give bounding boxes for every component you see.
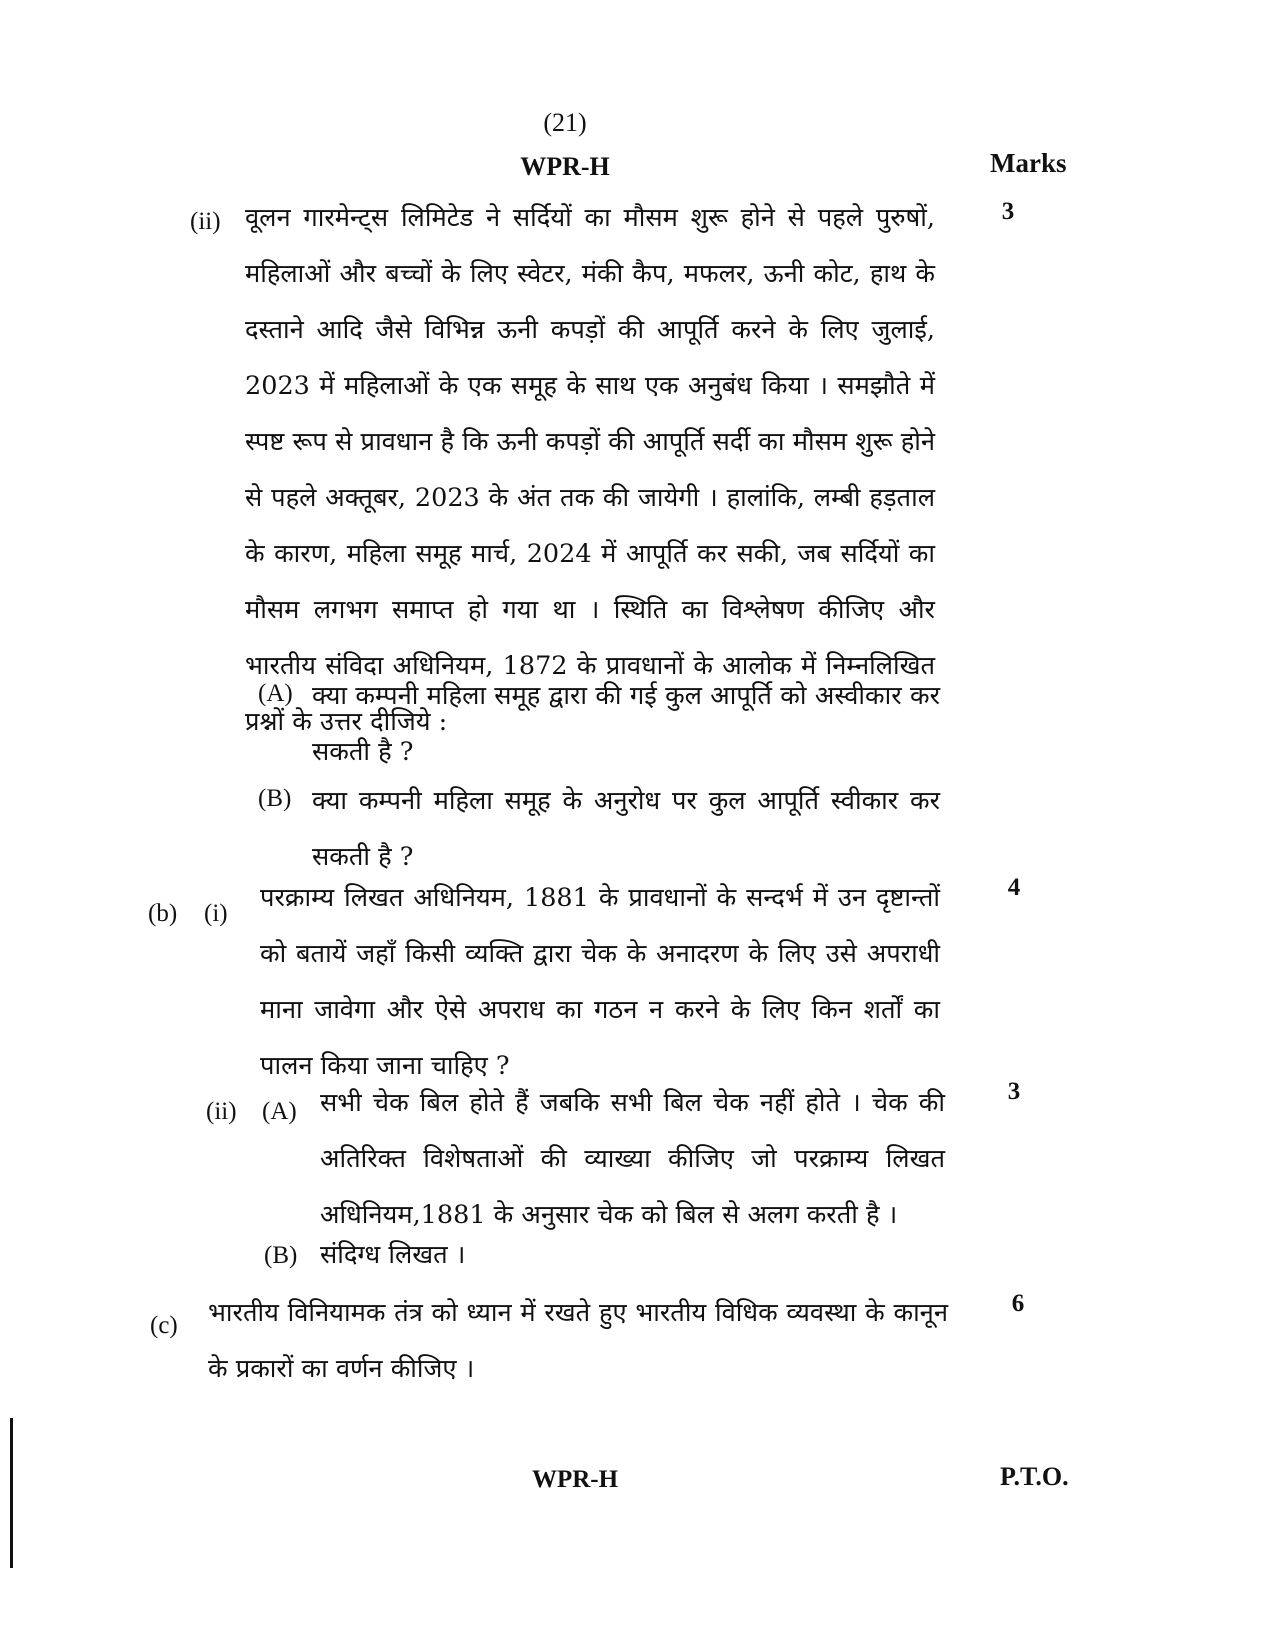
question-ii-marks: 3: [1001, 198, 1015, 225]
please-turn-over: P.T.O.: [1000, 1462, 1069, 1491]
paper-code-footer: WPR-H: [531, 1466, 619, 1493]
margin-rule: [10, 1418, 13, 1568]
question-b-i-label: (i): [204, 900, 228, 927]
question-b-ii-marks: 3: [1007, 1078, 1021, 1105]
question-b-label: (b): [148, 900, 178, 927]
question-c-text: भारतीय विनियामक तंत्र को ध्यान में रखते हुए भारतीय विधिक व्यवस्था के कानून के प्रकारों का वर्णन कीजिए ।: [208, 1298, 948, 1384]
question-ii-label: (ii): [190, 208, 221, 235]
question-b-ii-a-label: (A): [262, 1098, 297, 1125]
page-number: (21): [543, 108, 587, 137]
question-ii-a-label: (A): [258, 680, 293, 707]
question-c-marks: 6: [1011, 1290, 1025, 1317]
question-ii-text: वूलन गारमेन्ट्स लिमिटेड ने सर्दियों का मौसम शुरू होने से पहले पुरुषों, महिलाओं और बच्चों के लिए स्वेटर, मंकी कैप, मफलर, ऊनी कोट, हाथ के दस्ताने आदि जैसे विभिन्न ऊनी कपड़ों की आपूर्ति करने के लिए जुलाई, 2023 में महिलाओं के एक समूह के साथ एक अनुबंध किया । समझौते में स्पष्ट रूप से प्रावधान है कि ऊनी कपड़ों की आपूर्ति सर्दी का मौसम शुरू होने से पहले अक्तूबर, 2023 के अंत तक की जायेगी । हालांकि, लम्बी हड़ताल के कारण, महिला समूह मार्च, 2024 में आपूर्ति कर सकी, जब सर्दियों का मौसम लगभग समाप्त हो गया था । स्थिति का विश्लेषण कीजिए और भारतीय संविदा अधिनियम, 1872 के प्रावधानों के आलोक में निम्नलिखित प्रश्नों के उत्तर दीजिये :: [245, 203, 935, 737]
question-b-ii-b-label: (B): [264, 1242, 298, 1269]
question-ii-b-text: क्या कम्पनी महिला समूह के अनुरोध पर कुल आपूर्ति स्वीकार कर सकती है ?: [312, 786, 940, 872]
question-b-i-marks: 4: [1007, 874, 1021, 901]
question-b-ii-b-text: संदिग्ध लिखत ।: [320, 1240, 466, 1270]
question-b-i-text: परक्राम्य लिखत अधिनियम, 1881 के प्रावधानों के सन्दर्भ में उन दृष्टान्तों को बतायें जहाँ किसी व्यक्ति द्वारा चेक के अनादरण के लिए उसे अपराधी माना जावेगा और ऐसे अपराध का गठन न करने के लिए किन शर्तों का पालन किया जाना चाहिए ?: [260, 883, 940, 1081]
marks-column-label: Marks: [990, 148, 1067, 178]
question-b-ii-label: (ii): [206, 1098, 237, 1125]
paper-code-header: WPR-H: [520, 152, 610, 181]
question-ii-b-label: (B): [258, 785, 292, 812]
question-b-ii-a-text: सभी चेक बिल होते हैं जबकि सभी बिल चेक नहीं होते । चेक की अतिरिक्त विशेषताओं की व्याख्या कीजिए जो परक्राम्य लिखत अधिनियम,1881 के अनुसार चेक को बिल से अलग करती है ।: [320, 1088, 945, 1230]
question-c-label: (c): [150, 1312, 178, 1339]
question-ii-a-text: क्या कम्पनी महिला समूह द्वारा की गई कुल आपूर्ति को अस्वीकार कर सकती है ?: [312, 681, 940, 767]
